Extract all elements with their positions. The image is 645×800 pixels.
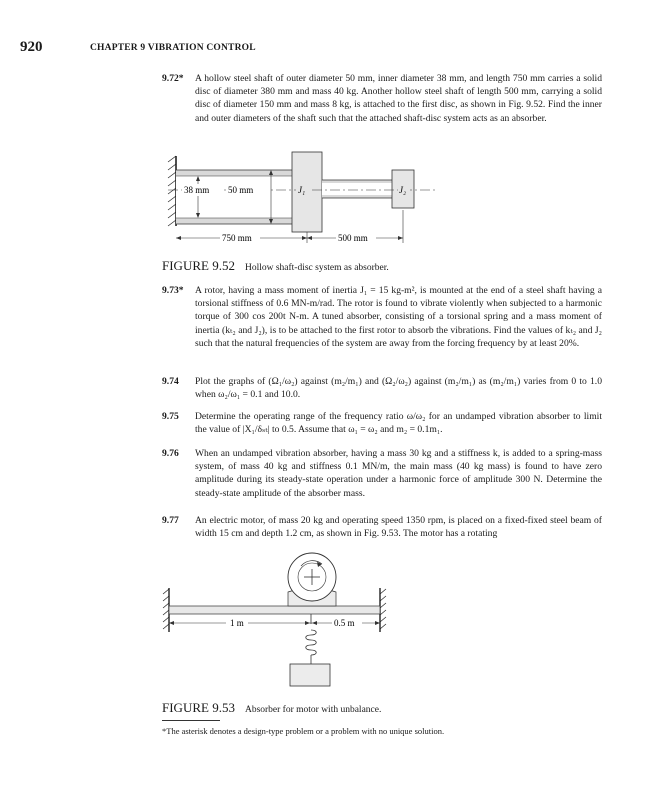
j2-label: J₂ xyxy=(399,185,407,195)
problem-text: Determine the operating range of the frequency ratio ω/ω₂ for an undamped vibration absorber to limit the value of |X₁/δₛₜ| to 0.5. Assume that ω₁ = ω₂ and m₂ = 0.1m₁. xyxy=(195,411,602,436)
problem-number: 9.77 xyxy=(162,515,179,526)
problem-text: A hollow steel shaft of outer diameter 50 mm, inner diameter 38 mm, and length 750 mm carries a solid disc of diameter 380 mm and mass 40 kg. Another hollow steel shaft of length 500 mm, carrying a solid disc of diameter 150 mm and mass 8 kg, is attached to the first disc, as shown in Fig. 9.52. Find the inner and outer diameters of the shaft such that the attached shaft-disc system acts as an absorber. xyxy=(195,73,602,124)
length-750-label: 750 mm xyxy=(222,233,252,243)
problem-9-76 xyxy=(162,447,602,500)
figure-label: FIGURE 9.53 xyxy=(162,700,235,715)
j1-label: J₁ xyxy=(298,185,306,195)
figure-9-52-caption xyxy=(162,258,389,274)
footnote-rule xyxy=(162,720,220,721)
problem-text: An electric motor, of mass 20 kg and operating speed 1350 rpm, is placed on a fixed-fixed steel beam of width 15 cm and depth 1.2 cm, as shown in Fig. 9.53. The motor has a rotating xyxy=(195,515,602,540)
beam xyxy=(169,606,380,614)
problem-number: 9.75 xyxy=(162,411,179,422)
problem-9-75 xyxy=(162,410,602,436)
figure-9-53 xyxy=(160,548,400,690)
problem-number: 9.74 xyxy=(162,376,179,387)
figure-label: FIGURE 9.52 xyxy=(162,258,235,273)
absorber-mass xyxy=(290,664,330,686)
problem-text: When an undamped vibration absorber, having a mass 30 kg and a stiffness k, is added to a spring-mass system, of mass 40 kg and stiffness 0.1 MN/m, the main mass (40 kg mass) is found to have zero amplitude during its steady-state operation under a harmonic force of amplitude 300 N. Determine the steady-state amplitude of the absorber mass. xyxy=(195,448,602,499)
inner-diameter-label: 38 mm xyxy=(184,185,210,195)
problem-9-72 xyxy=(162,72,602,125)
page-number: 920 xyxy=(20,39,43,55)
wall-hatching xyxy=(168,156,176,226)
problem-number: 9.73* xyxy=(162,285,184,296)
problem-text: Plot the graphs of (Ω₁/ω₂) against (m₂/m₁) and (Ω₂/ω₂) against (m₂/m₁) as (m₂/m₁) varies from 0 to 1.0 when ω₂/ω₁ = 0.1 and 10.0. xyxy=(195,376,602,401)
problem-number: 9.76 xyxy=(162,448,179,459)
problem-9-74 xyxy=(162,375,602,401)
absorber-spring xyxy=(306,630,317,655)
figure-caption-text: Absorber for motor with unbalance. xyxy=(244,705,382,715)
figure-9-52 xyxy=(160,150,460,250)
chapter-heading: CHAPTER 9 VIBRATION CONTROL xyxy=(90,43,256,53)
problem-number: 9.72* xyxy=(162,73,184,84)
problem-9-73 xyxy=(162,284,602,350)
length-05m-label: 0.5 m xyxy=(334,618,355,628)
problem-text: A rotor, having a mass moment of inertia J₁ = 15 kg-m², is mounted at the end of a steel shaft having a torsional stiffness of 0.6 MN-m/rad. The rotor is found to vibrate violently when subjected to a harmonic torque of 300 cos 200t N-m. A tuned absorber, consisting of a torsional spring and a mass moment of inertia (kₜ₂ and J₂), is to be attached to the first rotor to absorb the vibrations. Find the values of kₜ₂ and J₂ such that the natural frequencies of the system are away from the forcing frequency by at least 20%. xyxy=(195,285,602,349)
length-500-label: 500 mm xyxy=(338,233,368,243)
footnote: *The asterisk denotes a design-type problem or a problem with no unique solution. xyxy=(162,726,445,736)
figure-caption-text: Hollow shaft-disc system as absorber. xyxy=(244,263,389,273)
shaft-1-bore xyxy=(176,176,292,218)
outer-diameter-label: 50 mm xyxy=(228,185,254,195)
problem-9-77 xyxy=(162,514,602,540)
figure-9-53-caption xyxy=(162,700,381,716)
length-1m-label: 1 m xyxy=(230,618,244,628)
